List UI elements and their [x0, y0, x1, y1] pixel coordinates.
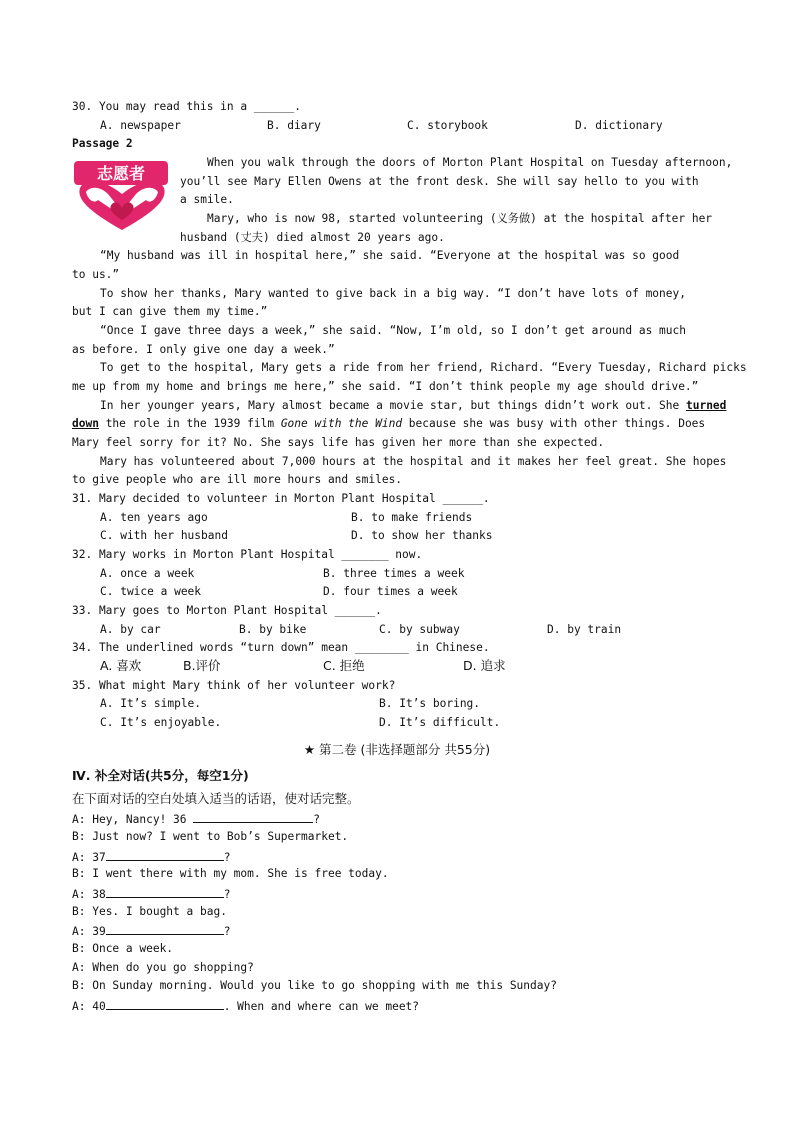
dialogue-line [72, 905, 227, 919]
passage-p7-line3: Mary feel sorry for it? No. She says life has given her more than she expected. [72, 436, 605, 449]
question-30-stem: 30. You may read this in a ______. [72, 100, 302, 113]
q30-option-d: D. dictionary [575, 119, 663, 132]
dialogue-speaker: A: [72, 888, 93, 901]
q31-option-c: C. with her husband [100, 529, 228, 542]
dialogue-speaker: A: [72, 925, 93, 938]
passage-p1-line2: you’ll see Mary Ellen Owens at the front desk. She will say hello to you with [180, 175, 699, 188]
dialogue-text: Just now? I went to Bob’s Supermarket. [92, 830, 349, 843]
passage-p3-line1: “My husband was ill in hospital here,” she said. “Everyone at the hospital was so good [100, 249, 680, 262]
dialogue-text-end: ? [313, 813, 321, 826]
q31-option-b: B. to make friends [351, 511, 473, 524]
underlined-down: down [72, 417, 99, 430]
dialogue-line [72, 942, 173, 956]
q34-option-b: B.评价 [183, 658, 221, 673]
dialogue-text-end: . When and where can we meet? [223, 1000, 420, 1013]
q34-option-a: A. 喜欢 [100, 658, 142, 673]
answer-blank[interactable] [106, 923, 224, 935]
p7-line1-text: In her younger years, Mary almost became a movie star, but things didn’t work out. She [100, 399, 686, 412]
dialogue-text: 39 [92, 925, 106, 938]
dialogue-line [72, 979, 557, 993]
q33-option-b: B. by bike [239, 623, 307, 636]
dialogue-text-end: ? [223, 851, 231, 864]
passage-p2-line1: Mary, who is now 98, started volunteering (义务做) at the hospital after her [207, 212, 713, 225]
volunteer-logo-image [72, 158, 172, 232]
q31-option-d: D. to show her thanks [351, 529, 493, 542]
dialogue-speaker: A: [72, 1000, 93, 1013]
dialogue-speaker: B: [72, 979, 93, 992]
q32-option-a: A. once a week [100, 567, 195, 580]
dialogue-speaker: B: [72, 830, 93, 843]
passage-p4-line1: To show her thanks, Mary wanted to give back in a big way. “I don’t have lots of money, [100, 287, 686, 300]
passage-p6-line1: To get to the hospital, Mary gets a ride from her friend, Richard. “Every Tuesday, Richard picks [100, 361, 747, 374]
dialogue-text: 40 [92, 1000, 106, 1013]
dialogue-speaker: B: [72, 905, 93, 918]
q34-option-c: C. 拒绝 [323, 658, 365, 673]
q34-option-d: D. 追求 [463, 658, 506, 673]
dialogue-text-end: ? [223, 888, 231, 901]
passage-p1-line1: When you walk through the doors of Morton Plant Hospital on Tuesday afternoon, [207, 156, 733, 169]
dialogue-text-end: ? [223, 925, 231, 938]
dialogue-text: Hey, Nancy! 36 [92, 813, 194, 826]
passage-p7-line2 [72, 417, 705, 431]
dialogue-text: 38 [92, 888, 106, 901]
q32-option-b: B. three times a week [323, 567, 465, 580]
q35-option-a: A. It’s simple. [100, 697, 202, 710]
question-34-stem: 34. The underlined words “turn down” mean ________ in Chinese. [72, 641, 490, 654]
q32-option-d: D. four times a week [323, 585, 458, 598]
q31-option-a: A. ten years ago [100, 511, 208, 524]
part4-title: Ⅳ. 补全对话(共5分，每空1分) [72, 768, 249, 783]
dialogue-text: 37 [92, 851, 106, 864]
question-33-stem: 33. Mary goes to Morton Plant Hospital ______. [72, 604, 382, 617]
section2-title: ★ 第二卷 (非选择题部分 共55分) [303, 742, 491, 757]
q30-option-b: B. diary [267, 119, 321, 132]
part4-instruction: 在下面对话的空白处填入适当的话语，使对话完整。 [72, 791, 360, 806]
logo-text: 志愿者 [96, 164, 146, 183]
underlined-turned: turned [685, 399, 727, 412]
q33-option-a: A. by car [100, 623, 161, 636]
dialogue-speaker: B: [72, 942, 93, 955]
answer-blank[interactable] [106, 998, 224, 1010]
dialogue-line [72, 830, 348, 844]
dialogue-line [72, 886, 230, 902]
answer-blank[interactable] [106, 849, 224, 861]
q35-option-b: B. It’s boring. [379, 697, 481, 710]
question-35-stem: 35. What might Mary think of her volunteer work? [72, 679, 396, 692]
q35-option-c: C. It’s enjoyable. [100, 716, 222, 729]
q30-option-c: C. storybook [407, 119, 488, 132]
dialogue-line [72, 849, 230, 865]
dialogue-line [72, 998, 419, 1014]
passage-p2-line2: husband (丈夫) died almost 20 years ago. [180, 231, 445, 244]
answer-blank[interactable] [106, 886, 224, 898]
p7-line2-text-a: the role in the 1939 film [98, 417, 281, 430]
passage-p6-line2: me up from my home and brings me here,” she said. “I don’t think people my age should drive.” [72, 380, 699, 393]
passage-p8-line1: Mary has volunteered about 7,000 hours at the hospital and it makes her feel great. She hopes [100, 455, 727, 468]
passage-p1-line3: a smile. [180, 193, 234, 206]
q33-option-d: D. by train [547, 623, 622, 636]
passage-p3-line2: to us.” [72, 268, 120, 281]
q30-option-a: A. newspaper [100, 119, 181, 132]
dialogue-speaker: B: [72, 867, 93, 880]
dialogue-text: Once a week. [92, 942, 174, 955]
passage-p5-line2: as before. I only give one day a week.” [72, 343, 335, 356]
q35-option-d: D. It’s difficult. [379, 716, 501, 729]
dialogue-speaker: A: [72, 961, 93, 974]
passage-p8-line2: to give people who are ill more hours and smiles. [72, 473, 403, 486]
dialogue-line [72, 867, 389, 881]
question-32-stem: 32. Mary works in Morton Plant Hospital _______ now. [72, 548, 423, 561]
dialogue-text: When do you go shopping? [92, 961, 254, 974]
question-31-stem: 31. Mary decided to volunteer in Morton Plant Hospital ______. [72, 492, 490, 505]
passage-p4-line2: but I can give them my time.” [72, 305, 268, 318]
p7-line2-text-b: because she was busy with other things. Does [402, 417, 706, 430]
dialogue-line [72, 923, 230, 939]
passage-heading: Passage 2 [72, 137, 133, 150]
q32-option-c: C. twice a week [100, 585, 202, 598]
film-title: Gone with the Wind [280, 417, 403, 430]
dialogue-text: I went there with my mom. She is free today. [92, 867, 389, 880]
q33-option-c: C. by subway [379, 623, 460, 636]
dialogue-speaker: A: [72, 851, 93, 864]
dialogue-speaker: A: [72, 813, 93, 826]
passage-p7-line1 [100, 399, 726, 413]
passage-p5-line1: “Once I gave three days a week,” she said. “Now, I’m old, so I don’t get around as much [100, 324, 686, 337]
answer-blank[interactable] [193, 811, 313, 823]
dialogue-line [72, 961, 254, 975]
dialogue-text: On Sunday morning. Would you like to go shopping with me this Sunday? [92, 979, 557, 992]
dialogue-line [72, 811, 320, 827]
dialogue-text: Yes. I bought a bag. [92, 905, 227, 918]
